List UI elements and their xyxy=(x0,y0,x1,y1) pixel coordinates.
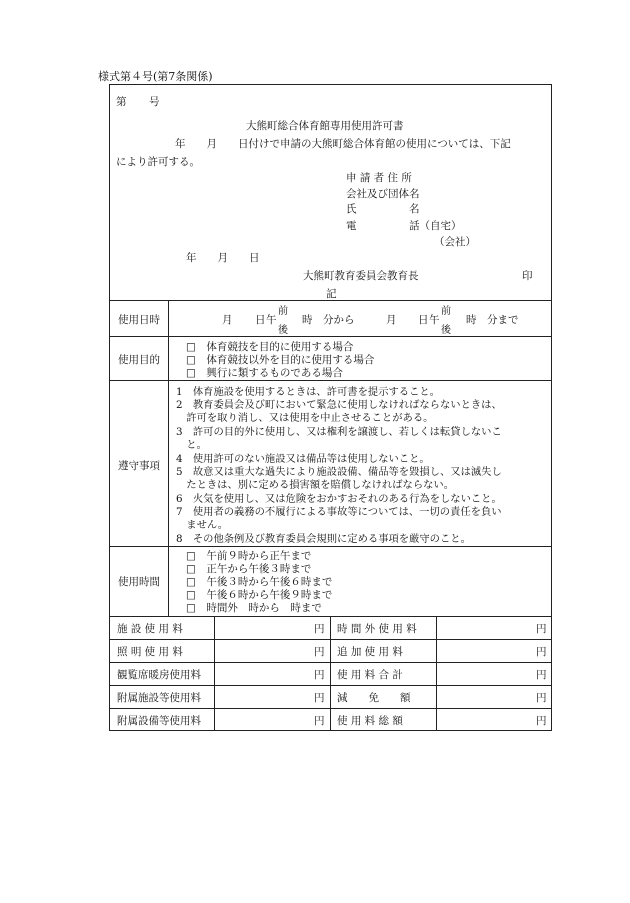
form-label: 様式第４号(第7条関係) xyxy=(98,70,213,83)
usage-time-label: 使用時間 xyxy=(118,576,160,588)
rule-line: たときは、別に定める損害額を賠償しなければならない。 xyxy=(176,479,455,491)
issuer-name: 大熊町教育委員会教育長 xyxy=(303,270,419,282)
ampm-bot2: 後 xyxy=(441,325,451,336)
yen-unit: 円 xyxy=(536,623,547,635)
fee-label: 観覧席暖房使用料 xyxy=(117,669,201,681)
ki-heading: 記 xyxy=(326,288,337,300)
usage-date-day1: 日 xyxy=(255,314,266,326)
purpose-label: 使用目的 xyxy=(118,354,160,366)
ampm-top2: 前 xyxy=(441,306,451,317)
yen-unit: 円 xyxy=(536,715,547,727)
rule-line: 7 使用者の義務の不履行による事故等については、一切の責任を負い xyxy=(176,506,502,518)
fee-divider xyxy=(330,616,331,731)
usage-date-label: 使用日時 xyxy=(118,314,160,326)
fee-label: 使 用 料 合 計 xyxy=(337,669,403,681)
yen-unit: 円 xyxy=(314,692,325,704)
yen-unit: 円 xyxy=(314,715,325,727)
usage-time-option[interactable]: □ 正午から午後３時まで xyxy=(186,563,312,575)
applicant-address-label: 申 請 者 住 所 xyxy=(346,172,412,184)
rule-line: 6 火気を使用し、又は危険をおかすおそれのある行為をしないこと。 xyxy=(176,493,502,505)
rule-line: 8 その他条例及び教育委員会規則に定める事項を厳守のこと。 xyxy=(176,533,471,545)
document-title: 大熊町総合体育館専用使用許可書 xyxy=(246,120,404,132)
rule-line: と。 xyxy=(176,439,207,451)
fee-label: 時 間 外 使 用 料 xyxy=(337,623,417,635)
usage-time-option[interactable]: □ 時間外 時から 時まで xyxy=(186,602,322,614)
fee-label: 附属設備等使用料 xyxy=(117,715,201,727)
number-prefix: 第 xyxy=(116,96,127,108)
rules-label: 遵守事項 xyxy=(118,460,160,472)
fee-label: 追 加 使 用 料 xyxy=(337,646,403,658)
ampm-mid1: 午 xyxy=(266,314,277,326)
yen-unit: 円 xyxy=(314,646,325,658)
fee-label: 施 設 使 用 料 xyxy=(117,623,183,635)
body-text-line1: 年 月 日付けで申請の大熊町総合体育館の使用については、下記 xyxy=(175,138,511,150)
seal-mark: 印 xyxy=(522,270,533,282)
company-name-label: 会社及び団体名 xyxy=(346,188,420,200)
rule-line: 4 使用許可のない施設又は備品等は使用しないこと。 xyxy=(176,453,430,465)
yen-unit: 円 xyxy=(536,692,547,704)
rule-line: ません。 xyxy=(176,519,229,531)
yen-unit: 円 xyxy=(536,669,547,681)
phone-label: 電 話（自宅） xyxy=(346,220,462,232)
yen-unit: 円 xyxy=(536,646,547,658)
fee-label: 附属施設等使用料 xyxy=(117,692,201,704)
usage-date-day2: 日 xyxy=(418,314,429,326)
yen-unit: 円 xyxy=(314,623,325,635)
fee-divider xyxy=(214,616,215,731)
usage-date-month1: 月 xyxy=(222,314,233,326)
body-text-line2: により許可する。 xyxy=(116,156,200,168)
usage-date-time-from: 時 分から xyxy=(302,314,355,326)
number-suffix: 号 xyxy=(149,96,160,108)
rule-line: 5 故意又は重大な過失により施設設備、備品等を毀損し、又は滅失し xyxy=(176,466,502,478)
ampm-top1: 前 xyxy=(278,306,288,317)
purpose-option[interactable]: □ 体育競技以外を目的に使用する場合 xyxy=(186,354,375,366)
rule-line: 許可を取り消し、又は使用を中止させることがある。 xyxy=(176,412,434,424)
issue-date: 年 月 日 xyxy=(186,252,260,264)
ampm-bot1: 後 xyxy=(278,325,288,336)
divider xyxy=(109,546,552,547)
divider xyxy=(109,300,552,301)
usage-date-time-to: 時 分まで xyxy=(466,314,519,326)
fee-label: 照 明 使 用 料 xyxy=(117,646,183,658)
divider xyxy=(109,380,552,381)
usage-time-option[interactable]: □ 午前９時から正午まで xyxy=(186,550,312,562)
yen-unit: 円 xyxy=(314,669,325,681)
fee-label: 減 免 額 xyxy=(337,692,411,704)
divider xyxy=(109,336,552,337)
rule-line: 1 体育施設を使用するときは、許可書を提示すること。 xyxy=(176,386,440,398)
fee-divider xyxy=(436,616,437,731)
name-label: 氏 名 xyxy=(346,203,420,215)
fee-label: 使 用 料 総 額 xyxy=(337,715,403,727)
usage-time-option[interactable]: □ 午後６時から午後９時まで xyxy=(186,589,333,601)
purpose-option[interactable]: □ 体育競技を目的に使用する場合 xyxy=(186,341,354,353)
label-column-divider xyxy=(168,300,169,616)
rule-line: 3 許可の目的外に使用し、又は権利を譲渡し、若しくは転貸しないこ xyxy=(176,426,502,438)
usage-date-month2: 月 xyxy=(386,314,397,326)
usage-time-option[interactable]: □ 午後３時から午後６時まで xyxy=(186,576,333,588)
ampm-mid2: 午 xyxy=(429,314,440,326)
phone-company-label: （会社） xyxy=(434,236,476,248)
rule-line: 2 教育委員会及び町において緊急に使用しなければならないときは、 xyxy=(176,399,502,411)
purpose-option[interactable]: □ 興行に類するものである場合 xyxy=(186,367,343,379)
